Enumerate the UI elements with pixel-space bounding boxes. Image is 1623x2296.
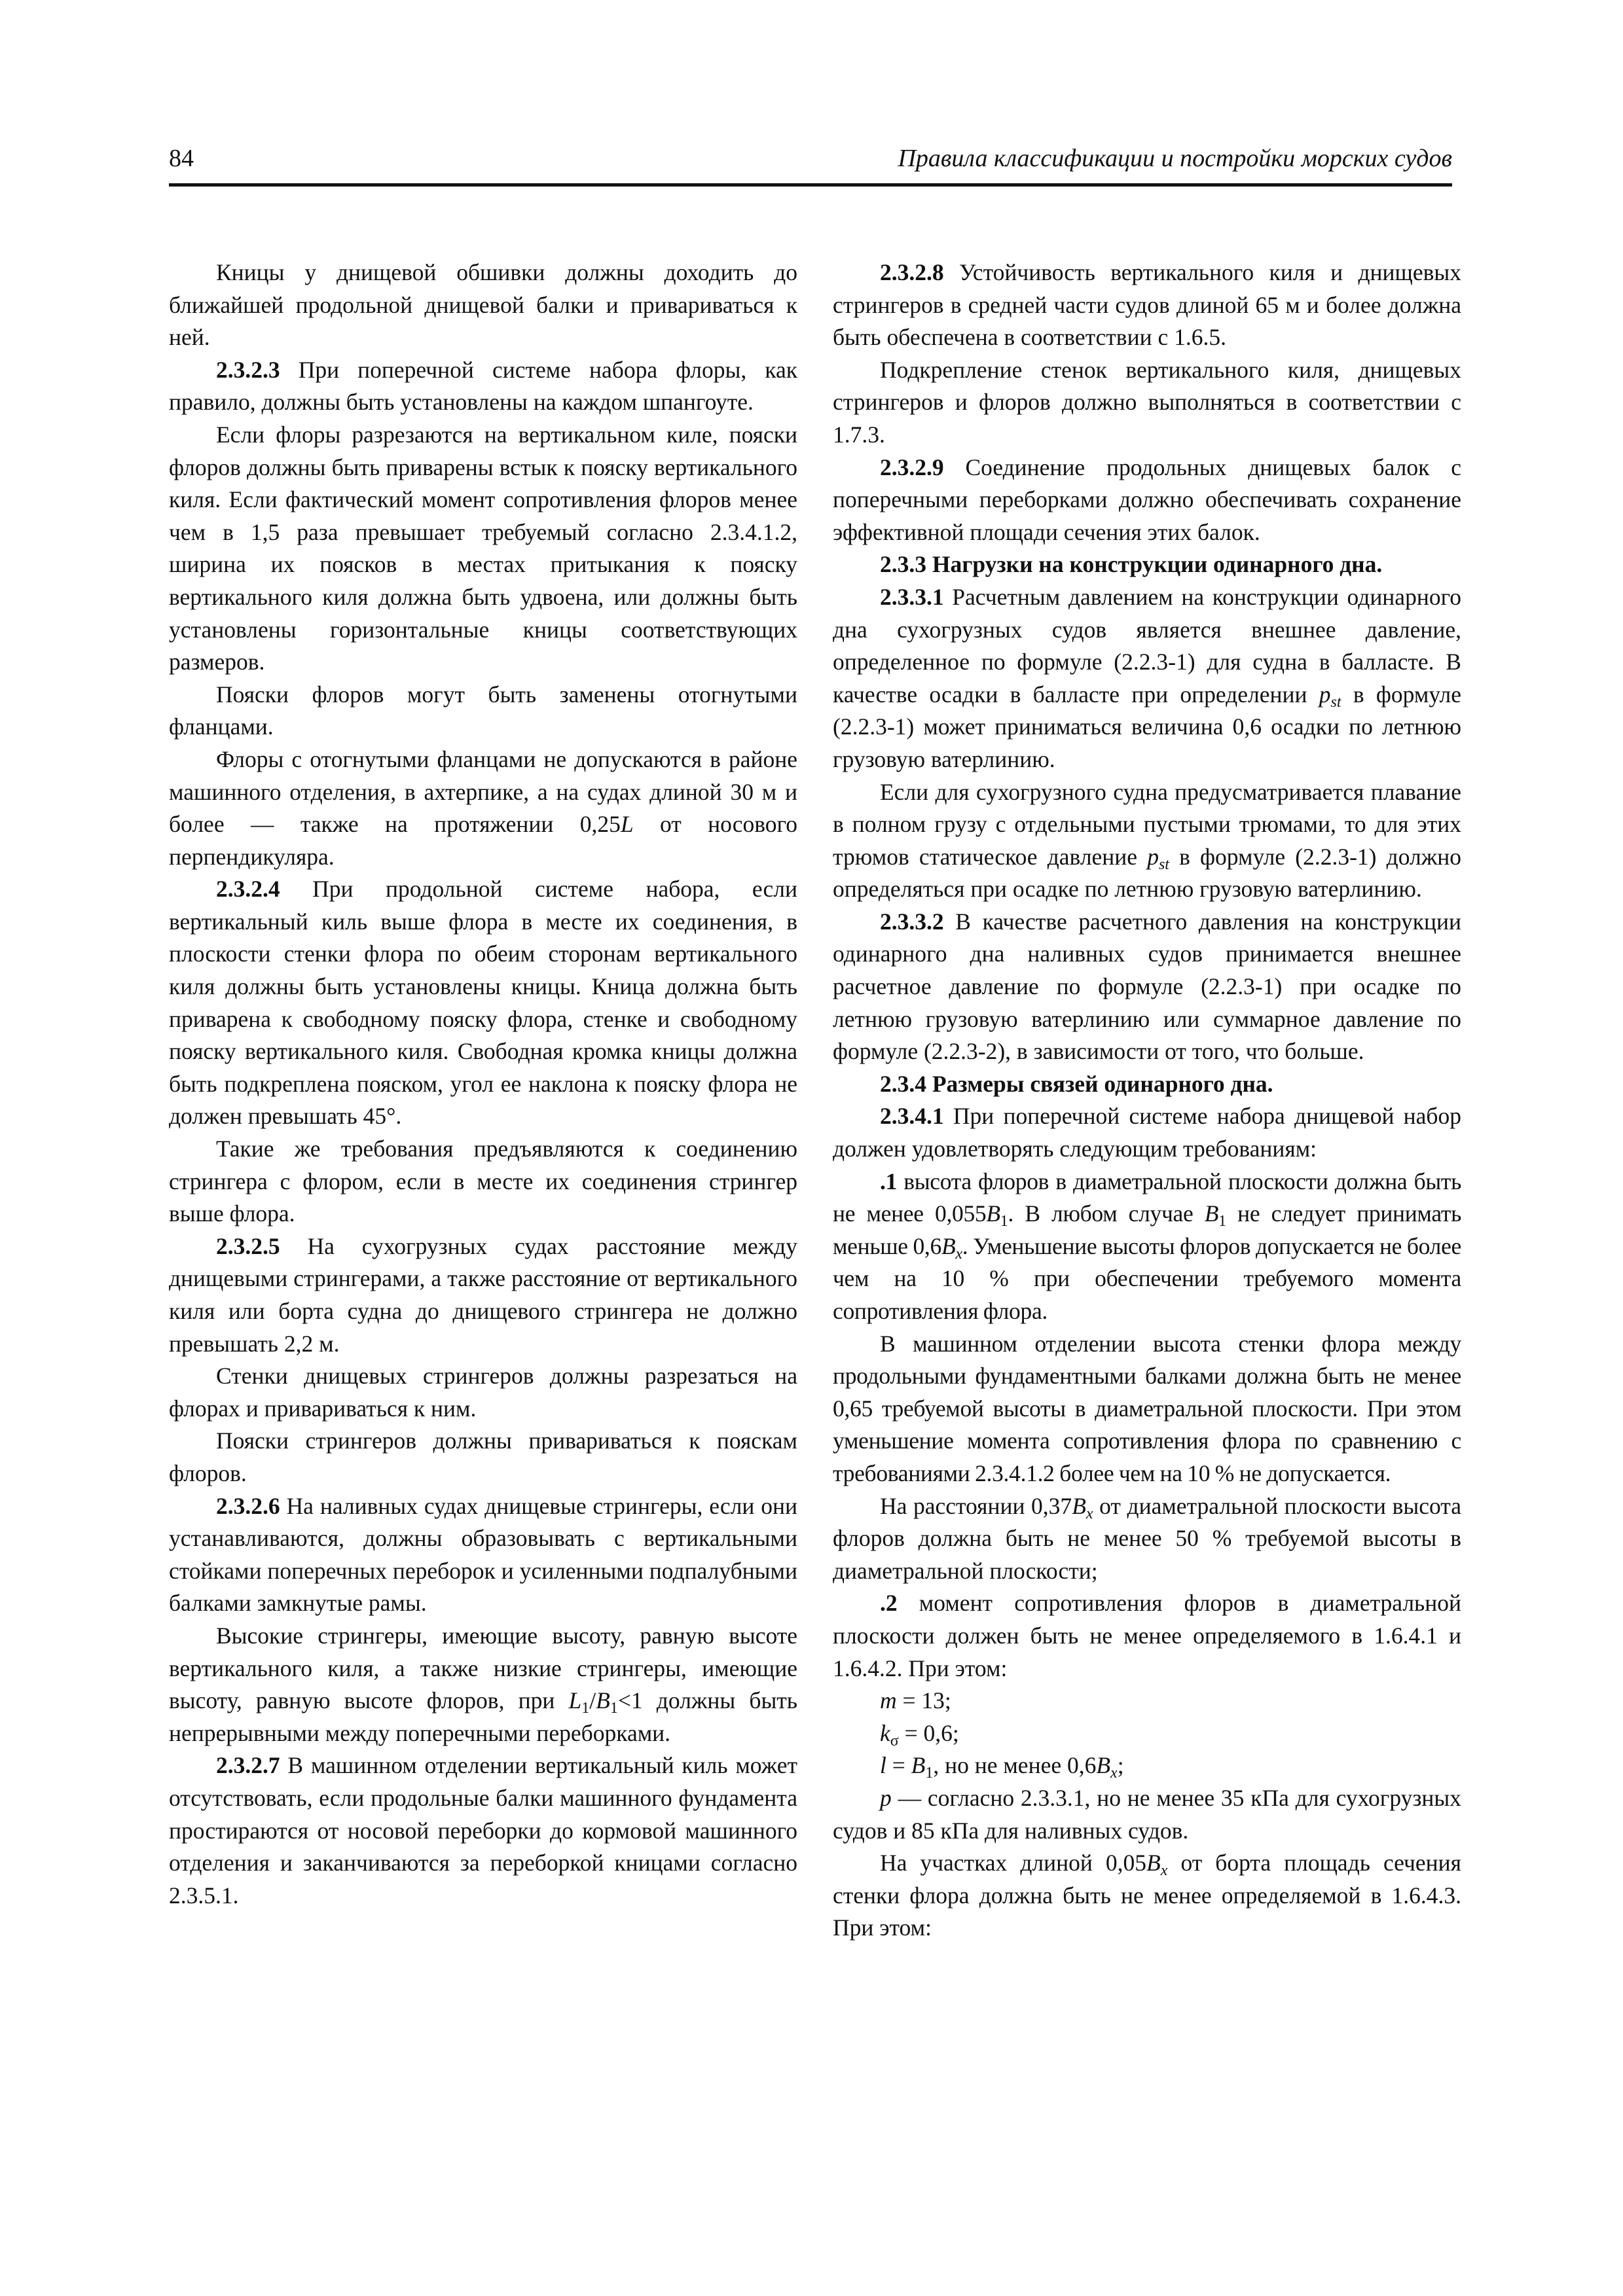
paragraph: На расстоянии $0,37B_x$ от диаметральной плоскости высота флоров должна быть не менее 50 % требуемой высоты в диаметральной плоскости; <box>833 1492 1461 1584</box>
paragraph: Если флоры разрезаются на вертикальном киле, пояски флоров должны быть приварены встык к пояску вертикального киля. Если фактический момент сопротивления флоров менее чем в 1,5 раза превышает требуемый согласно 2.3.4.1.2, ширина их поясков в местах притыкания к пояску вертикального киля должна быть удвоена, или должны быть установлены горизонтальные кницы соответствующих размеров. <box>169 421 797 675</box>
section-2-3-3-1: 2.3.3.1 Расчетным давлением на конструкции одинарного дна сухогрузных судов является внешнее давление, определенное по формуле (2.2.3-1) для судна в балласте. В качестве осадки в балласте при определении $p_{st}$ в формуле (2.2.3-1) может приниматься величина 0,6 осадки по летнюю грузовую ватерлинию. <box>833 583 1461 772</box>
right-column <box>833 257 1461 1945</box>
section-number: 2.3.2.6 <box>216 1492 280 1519</box>
section-number: 2.3.2.4 <box>216 876 280 903</box>
section-number: 2.3.4.1 <box>880 1103 944 1130</box>
paragraph: Подкрепление стенок вертикального киля, днищевых стрингеров и флоров должно выполняться в соответствии с 1.7.3. <box>833 356 1461 448</box>
paragraph: Кницы у днищевой обшивки должны доходить до ближайшей продольной днищевой балки и привариваться к ней. <box>169 259 797 351</box>
section-2-3-2-4: 2.3.2.4 При продольной системе набора, если вертикальный киль выше флора в месте их соединения, в плоскости стенки флора по обеим сторонам вертикального киля должны быть установлены кницы. Кница должна быть приварена к свободному пояску флора, стенке и свободному пояску вертикального киля. Свободная кромка кницы должна быть подкреплена пояском, угол ее наклона к пояску флора не должен превышать 45°. <box>169 876 797 1130</box>
section-number: 2.3.2.9 <box>880 454 944 480</box>
paragraph: Если для сухогрузного судна предусматривается плавание в полном грузу с отдельными пустыми трюмами, то для этих трюмов статическое давление $p_{st}$ в формуле (2.2.3-1) должно определяться при осадке по летнюю грузовую ватерлинию. <box>833 778 1461 903</box>
section-number: 2.3.2.5 <box>216 1232 280 1259</box>
section-heading-2-3-4: 2.3.4 Размеры связей одинарного дна. <box>880 1070 1273 1097</box>
section-2-3-2-8: 2.3.2.8 Устойчивость вертикального киля и днищевых стрингеров в средней части судов длиной 65 м и более должна быть обеспечена в соответствии с 1.6.5. <box>833 259 1461 351</box>
paragraph: Стенки днищевых стрингеров должны разрезаться на флорах и привариваться к ним. <box>169 1363 797 1422</box>
page-header <box>169 143 1452 187</box>
section-2-3-2-6: 2.3.2.6 На наливных судах днищевые стрингеры, если они устанавливаются, должны образовывать с вертикальными стойками поперечных переборок и усиленными подпалубными балками замкнутые рамы. <box>169 1492 797 1617</box>
section-number: 2.3.2.3 <box>216 356 280 383</box>
page-number: 84 <box>169 145 194 172</box>
list-item-1: .1 высота флоров в диаметральной плоскости должна быть не менее $0,055B_1$. В любом случае $B_1$ не следует принимать меньше $0,6B_x$. Уменьшение высоты флоров допускается не более чем на 10 % при обеспечении требуемого момента сопротивления флора. <box>833 1168 1461 1324</box>
section-2-3-3-2: 2.3.3.2 В качестве расчетного давления на конструкции одинарного дна наливных судов принимается внешнее расчетное давление по формуле (2.2.3-1) при осадке по летнюю грузовую ватерлинию или суммарное давление по формуле (2.2.3-2), в зависимости от того, что больше. <box>833 908 1461 1065</box>
section-2-3-4-1: 2.3.4.1 При поперечной системе набора днищевой набор должен удовлетворять следующим требованиям: <box>833 1103 1461 1162</box>
section-number: 2.3.2.8 <box>880 259 944 285</box>
paragraph: Пояски флоров могут быть заменены отогнутыми фланцами. <box>169 681 797 740</box>
paragraph: Флоры с отогнутыми фланцами не допускаются в районе машинного отделения, в ахтерпике, а на судах длиной 30 м и более — также на протяжении 0,25L от носового перпендикуляра. <box>169 745 797 870</box>
paragraph: Высокие стрингеры, имеющие высоту, равную высоте вертикального киля, а также низкие стрингеры, имеющие высоту, равную высоте флоров, при $L_1/B_1<1$ должны быть непрерывными между поперечными переборками. <box>169 1622 797 1746</box>
formula-p: p — согласно 2.3.3.1, но не менее 35 кПа для сухогрузных судов и 85 кПа для наливных судов. <box>833 1784 1461 1844</box>
paragraph: В машинном отделении высота стенки флора между продольными фундаментными балками должна быть не менее 0,65 требуемой высоты в диаметральной плоскости. При этом уменьшение момента сопротивления флора по сравнению с требованиями 2.3.4.1.2 более чем на 10 % не допускается. <box>833 1330 1461 1486</box>
left-column <box>169 257 797 1912</box>
running-title: Правила классификации и постройки морских судов <box>898 145 1452 172</box>
paragraph: На участках длиной $0,05B_x$ от борта площадь сечения стенки флора должна быть не менее определяемой в 1.6.4.3. При этом: <box>833 1850 1461 1941</box>
section-number: 2.3.3.2 <box>880 908 944 935</box>
section-2-3-2-7: 2.3.2.7 В машинном отделении вертикальный киль может отсутствовать, если продольные балки машинного фундамента простираются от носовой переборки до кормовой машинного отделения и заканчиваются за переборкой кницами согласно 2.3.5.1. <box>169 1752 797 1909</box>
section-2-3-2-9: 2.3.2.9 Соединение продольных днищевых балок с поперечными переборками должно обеспечивать сохранение эффективной площади сечения этих балок. <box>833 454 1461 545</box>
formula-k: $k_\sigma = 0,6$; <box>880 1719 959 1749</box>
section-heading-2-3-3: 2.3.3 Нагрузки на конструкции одинарного дна. <box>880 551 1383 578</box>
section-2-3-2-3: 2.3.2.3 При поперечной системе набора флоры, как правило, должны быть установлены на каждом шпангоуте. <box>169 356 797 416</box>
formula-m: m = 13; <box>880 1687 951 1714</box>
section-2-3-2-5: 2.3.2.5 На сухогрузных судах расстояние между днищевыми стрингерами, а также расстояние от вертикального киля или борта судна до днищевого стрингера не должно превышать 2,2 м. <box>169 1232 797 1357</box>
section-number: 2.3.2.7 <box>216 1752 280 1779</box>
paragraph: Такие же требования предъявляются к соединению стрингера с флором, если в месте их соединения стрингер выше флора. <box>169 1136 797 1227</box>
formula-l: $l = B_1$, но не менее $0,6B_x$; <box>880 1752 1124 1782</box>
section-number: 2.3.3.1 <box>880 583 944 610</box>
list-item-2: .2 момент сопротивления флоров в диаметральной плоскости должен быть не менее определяемого в 1.6.4.1 и 1.6.4.2. При этом: <box>833 1590 1461 1681</box>
paragraph: Пояски стрингеров должны привариваться к пояскам флоров. <box>169 1427 797 1486</box>
